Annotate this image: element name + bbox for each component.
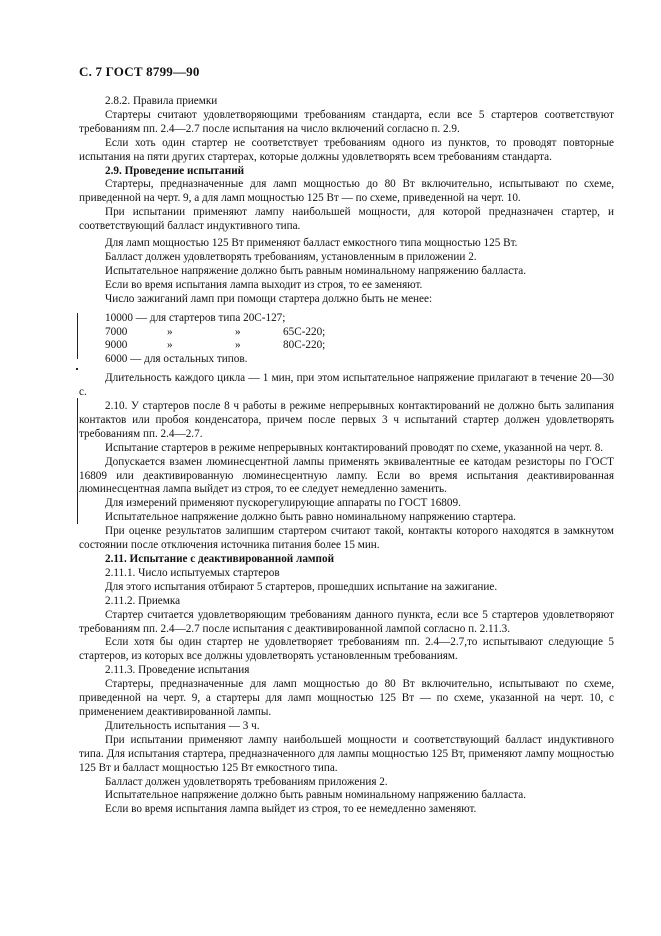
ignition-text: — для стартеров типа 20С-127; xyxy=(135,311,286,324)
subsection-heading: 2.11.1. Число испытуемых стартеров xyxy=(105,566,280,579)
paragraph: Число зажиганий ламп при помощи стартера должно быть не менее: xyxy=(105,292,433,305)
subsection-heading: 2.11.3. Проведение испытания xyxy=(105,664,250,677)
paragraph: Для измерений применяют пускорегулирующие аппараты по ГОСТ 16809. xyxy=(105,497,461,510)
paragraph: Стартеры, предназначенные для ламп мощностью до 80 Вт включительно, испытывают по схеме, приведенной на черт. 9, а стартеры для ламп мощностью 125 Вт — по схеме, указанной на черт. 10, с применением деактивированной лампы. xyxy=(79,678,614,718)
section-heading: 2.9. Проведение испытаний xyxy=(105,164,245,177)
list-item xyxy=(105,312,614,326)
ignition-text: — для остальных типов. xyxy=(130,353,248,366)
paragraph: Для этого испытания отбирают 5 стартеров, прошедших испытание на зажигание. xyxy=(105,580,498,593)
ignition-count: 9000 xyxy=(105,339,128,352)
subsection-heading: 2.11.2. Приемка xyxy=(105,594,181,607)
paragraph: Если во время испытания лампа выходит из строя, то ее заменяют. xyxy=(105,278,423,291)
list-item xyxy=(105,339,614,353)
paragraph: При испытании применяют лампу наибольшей мощности и соответствующий балласт индуктивного типа. Для испытания стартера, предназначенного для лампы мощностью 125 Вт, применяют лампу мощностью 125 Вт и балласт мощностью 125 Вт емкостного типа. xyxy=(79,733,614,774)
ditto-mark: » xyxy=(167,325,173,338)
ignition-count: 6000 xyxy=(105,353,128,366)
paragraph: Испытательное напряжение должно быть равным номинальному напряжению балласта. xyxy=(105,789,526,802)
paragraph: Испытательное напряжение должно быть равным номинальному напряжению балласта. xyxy=(105,264,526,277)
starter-type: 80С-220; xyxy=(283,339,326,352)
paragraph: Длительность каждого цикла — 1 мин, при этом испытательное напряжение прилагают в течение 20—30 с. xyxy=(79,372,614,399)
paragraph: Допускается взамен люминесцентной лампы применять эквивалентные ее катодам резисторы по ГОСТ 16809 или деактивированную люминесцентную лампу. Если во время испытания деактивированная люминесцентная лампа выйдет из строя, то ее следует немедленно заменить. xyxy=(79,455,614,496)
section-heading: 2.8.2. Правила приемки xyxy=(105,95,218,107)
paragraph: Балласт должен удовлетворять требованиям, установленным в приложении 2. xyxy=(105,250,477,263)
paragraph: Испытание стартеров в режиме непрерывных контактирований проводят по схеме, указанной на черт. 8. xyxy=(105,441,604,454)
paragraph: Балласт должен удовлетворять требованиям приложения 2. xyxy=(105,775,388,788)
starter-type: 65С-220; xyxy=(283,325,326,338)
list-item xyxy=(105,353,614,367)
paragraph: Стартеры считают удовлетворяющими требованиям стандарта, если все 5 стартеров соответствуют требованиям пп. 2.4—2.7 после испытания на число включений согласно п. 2.9. xyxy=(79,108,614,135)
paragraph: Если хотя бы один стартер не удовлетворяет требованиям пп. 2.4—2.7,то испытывают следующие 5 стартеров, из которых все должны удовлетворять установленным требованиям. xyxy=(79,636,614,663)
ignition-list xyxy=(105,312,614,368)
section-heading: 2.11. Испытание с деактивированной лампой xyxy=(105,553,335,565)
ditto-mark: » xyxy=(235,325,241,338)
paragraph: 2.10. У стартеров после 8 ч работы в режиме непрерывных контактирований не должно быть залипания контактов или пробоя конденсатора, причем после первых 3 ч испытаний стартер должен удовлетворять требованиям пп. 2.4—2.7. xyxy=(79,400,614,440)
paragraph: Если во время испытания лампа выйдет из строя, то ее немедленно заменяют. xyxy=(105,803,477,816)
paragraph: Стартер считается удовлетворяющим требованиям данного пункта, если все 5 стартеров удовлетворяют требованиям пп. 2.4—2.7 после испытания с деактивированной лампой согласно п. 2.11.3. xyxy=(79,608,614,635)
paragraph: Если хоть один стартер не соответствует требованиям одного из пунктов, то проводят повторные испытания на пяти других стартерах, которые должны удовлетворять всем требованиям стандарта. xyxy=(79,136,614,163)
paragraph: Испытательное напряжение должно быть равно номинальному напряжению стартера. xyxy=(105,511,516,524)
paragraph: При испытании применяют лампу наибольшей мощности, для которой предназначен стартер, и соответствующий балласт индуктивного типа. xyxy=(79,206,614,233)
paragraph: При оценке результатов залипшим стартером считают такой, контакты которого находятся в замкнутом состоянии после отключения источника питания более 15 мин. xyxy=(79,525,614,552)
ignition-count: 10000 xyxy=(105,311,133,324)
ditto-mark: » xyxy=(235,339,241,352)
paragraph: Для ламп мощностью 125 Вт применяют балласт емкостного типа мощностью 125 Вт. xyxy=(105,237,518,250)
ignition-count: 7000 xyxy=(105,325,128,338)
paragraph: Длительность испытания — 3 ч. xyxy=(105,719,260,732)
document-body xyxy=(79,95,614,817)
paragraph: Стартеры, предназначенные для ламп мощностью до 80 Вт включительно, испытывают по схеме, приведенной на черт. 9, а для ламп мощностью 125 Вт — по схеме, приведенной на черт. 10. xyxy=(79,178,614,205)
revision-mark xyxy=(76,368,78,370)
page-header: С. 7 ГОСТ 8799—90 xyxy=(79,64,200,79)
ditto-mark: » xyxy=(167,339,173,352)
list-item xyxy=(105,326,614,340)
